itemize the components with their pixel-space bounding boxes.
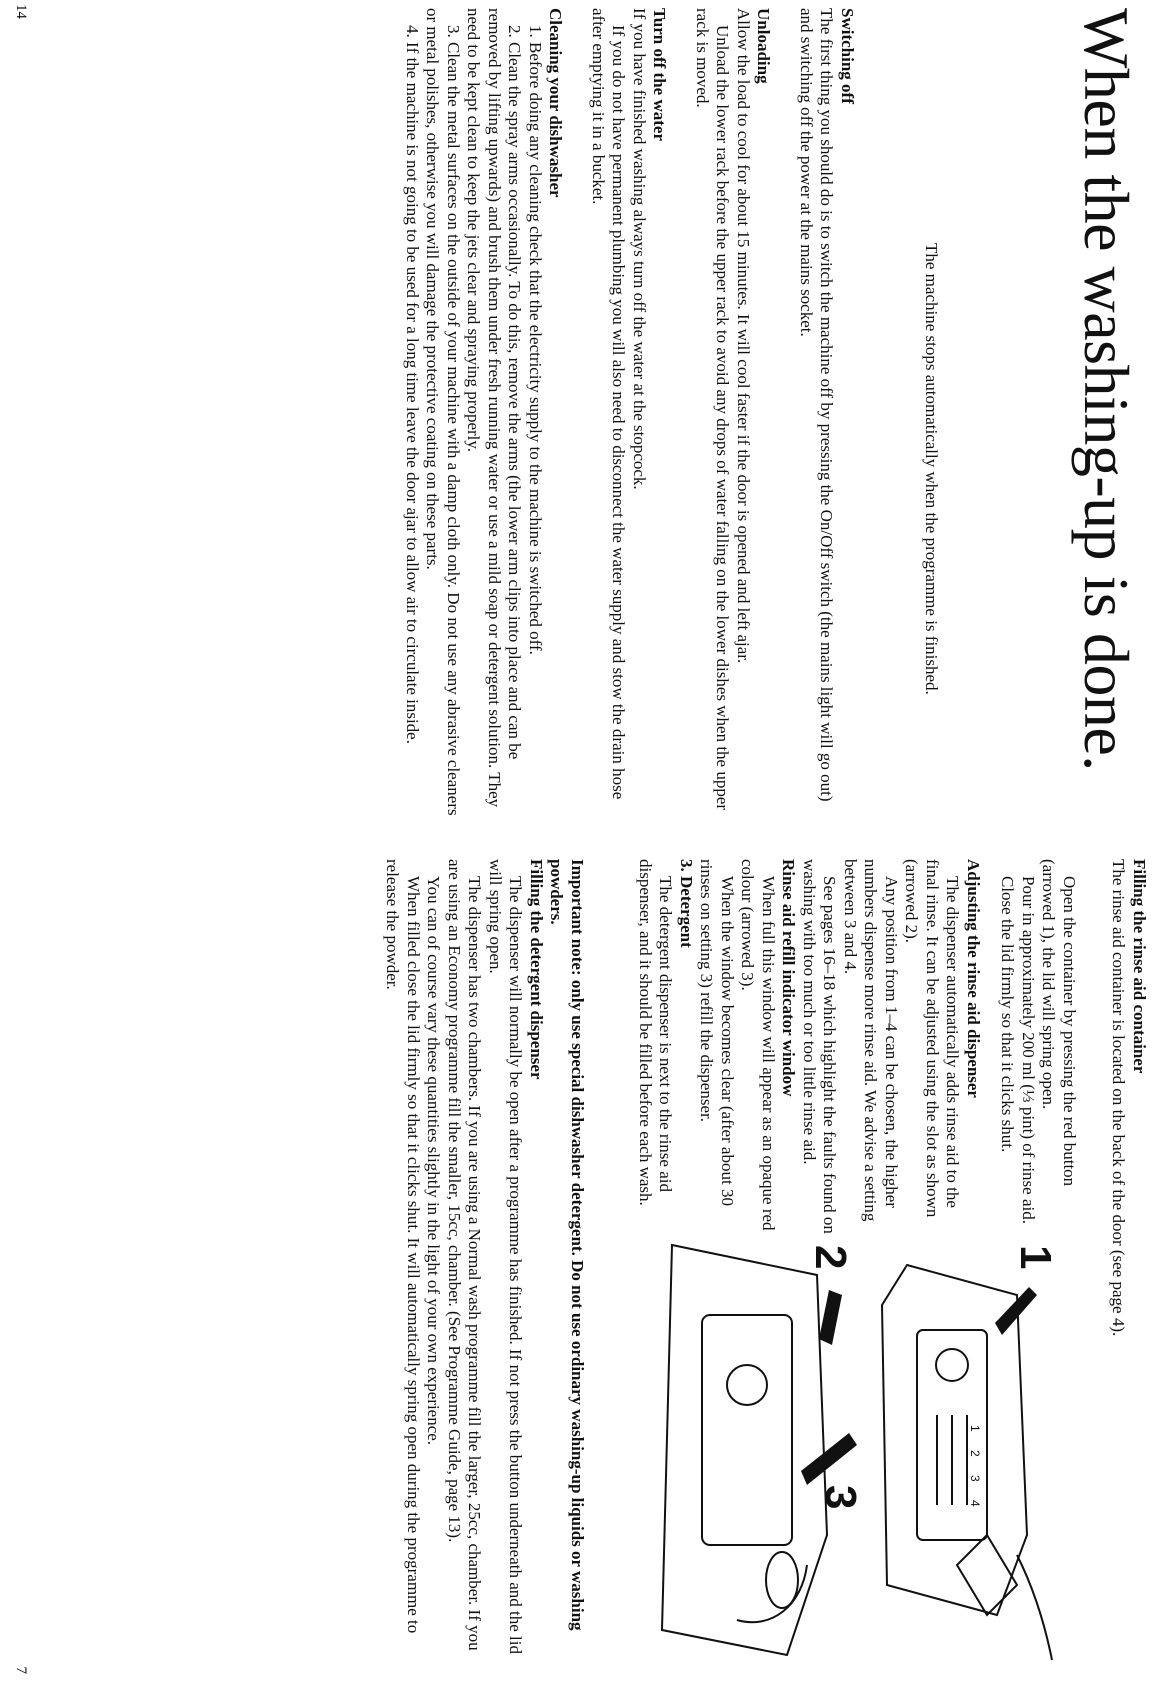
section-paragraph: If you have finished washing always turn off the water at the stopcock.: [630, 8, 649, 490]
left-page: [0, 0, 1157, 820]
refill-indicator-window: [727, 1365, 767, 1405]
slot-number: 1: [968, 1425, 982, 1432]
section-paragraph: The dispenser has two chambers. If you are using a Normal wash programme fill the larger, 25cc, chamber. If you are using an Economy programme fill the smaller, 15cc, chamber. (See Programme Guide, page 13).: [445, 859, 485, 1651]
section-heading: Cleaning your dishwasher: [546, 8, 566, 198]
section-heading: Switching off: [838, 8, 857, 104]
dispenser-drawing: [657, 1235, 1060, 1665]
section-lead: The rinse aid container is located on the back of the door (see page 4).: [1109, 859, 1129, 1337]
section-paragraph: When filled close the lid firmly so that it clicks shut. It will automatically spring open during the programme to release the powder.: [383, 859, 423, 1634]
arrow-2: [819, 1290, 842, 1345]
callout-3: 3: [816, 1485, 865, 1510]
section-paragraph: Unload the lower rack before the upper rack to avoid any drops of water falling on the lower dishes when the upper rack is moved.: [693, 8, 733, 811]
dispenser-slot-lines: [937, 1415, 967, 1505]
right-narrow-column: [635, 859, 1080, 1234]
section-lead: The detergent dispenser is next to the rinse aid dispenser, and it should be filled before each wash.: [636, 859, 676, 1206]
measuring-spoon: [766, 1552, 798, 1608]
section-heading: Turn off the water: [650, 8, 670, 141]
section-paragraph: When full this window will appear as an opaque red colour (arrowed 3).: [738, 859, 778, 1231]
cleaning-step-3: 3. Clean the metal surfaces on the outside of your machine with a damp cloth only. Do not use any abrasive cleaners or metal polishes, otherwise you will damage the protective coating on these parts.: [423, 8, 463, 816]
slot-number: 3: [968, 1475, 982, 1482]
left-column: [380, 8, 858, 818]
section-paragraph: When the window becomes clear (after about 30 rinses on setting 3) refill the dispenser.: [697, 859, 737, 1206]
page-number: 7: [13, 1666, 29, 1674]
section-heading: Unloading: [754, 8, 774, 84]
section-paragraph: Open the container by pressing the red button (arrowed 1), the lid will spring open.: [1039, 859, 1079, 1187]
slot-number: 4: [968, 1500, 982, 1507]
rinse-aid-intro: [1108, 859, 1149, 1664]
section-paragraph: Pour in approximately 200 ml (⅓ pint) of rinse aid.: [1019, 876, 1038, 1224]
rinse-aid-bottle: [957, 1535, 1017, 1615]
section-paragraph: Close the lid firmly so that it clicks shut.: [998, 876, 1018, 1153]
section-turn-off-water: [588, 8, 670, 818]
section-paragraph: If you do not have permanent plumbing you will also need to disconnect the water supply and stow the drain hose after emptying it in a bucket.: [589, 8, 629, 800]
page-title: When the washing-up is done.: [1071, 8, 1142, 771]
callout-1: 1: [1011, 1245, 1060, 1270]
section-paragraph: Allow the load to cool for about 15 minutes. It will cool faster if the door is opened and left ajar.: [734, 8, 753, 664]
section-heading: Rinse aid refill indicator window: [779, 859, 799, 1097]
important-note: Important note: only use special dishwasher detergent. Do not use ordinary washing-up liquids or washing powders.: [547, 859, 587, 1631]
cleaning-step-1: 1. Before doing any cleaning check that the electricity supply to the machine is switched off.: [526, 25, 545, 655]
intro-text: The machine stops automatically when the programme is finished.: [922, 243, 941, 695]
cleaning-step-2: 2. Clean the spray arms occasionally. To do this, remove the arms (the lower arm clips into place and can be removed by lifting upwards) and brush them under fresh running water or use a mild soap or detergent solution. They need to be kept clean to keep the jets clear and spraying properly.: [464, 8, 525, 808]
detergent-dispenser: [702, 1315, 792, 1545]
page-number: 14: [13, 4, 29, 19]
arrow-3: [801, 1433, 857, 1485]
callout-2: 2: [806, 1245, 855, 1270]
section-cleaning: [402, 8, 566, 818]
section-paragraph: Any position from 1–4 can be chosen, the higher numbers dispense more rinse aid. We advise a setting between 3 and 4.: [841, 859, 901, 1222]
section-paragraph: The dispenser automatically adds rinse aid to the final rinse. It can be adjusted using the slot as shown (arrowed 2).: [902, 859, 963, 1218]
section-paragraph: See pages 16–18 which highlight the faults found on washing with too much or too little rinse aid.: [800, 859, 840, 1234]
cleaning-step-4: 4. If the machine is not going to be used for a long time leave the door ajar to allow air to circulate inside.: [403, 25, 422, 744]
detergent-section: [382, 859, 587, 1664]
bottle-outline: [1017, 1555, 1052, 1660]
section-heading: Filling the rinse aid container: [1130, 859, 1149, 1074]
right-page: [0, 845, 1157, 1682]
section-paragraph: The first thing you should do is to switch the machine off by pressing the On/Off switch (the mains light will go out) and switching off the power at the mains socket.: [797, 8, 837, 802]
section-unloading: [692, 8, 774, 818]
section-heading: Adjusting the rinse aid dispenser: [964, 859, 983, 1098]
section-paragraph: The dispenser will normally be open after a programme has finished. If not press the button underneath and the lid will spring open.: [486, 859, 526, 1654]
detergent-panel: [662, 1245, 827, 1655]
section-switching-off: [796, 8, 858, 818]
section-paragraph: You can of course vary these quantities slightly in the light of your own experience.: [424, 876, 444, 1446]
slot-number: 2: [968, 1450, 982, 1457]
section-heading: 3. Detergent: [677, 859, 696, 948]
dispenser-illustration: [657, 1235, 1060, 1665]
section-heading: Filling the detergent dispenser: [527, 859, 546, 1080]
red-button: [936, 1349, 968, 1381]
